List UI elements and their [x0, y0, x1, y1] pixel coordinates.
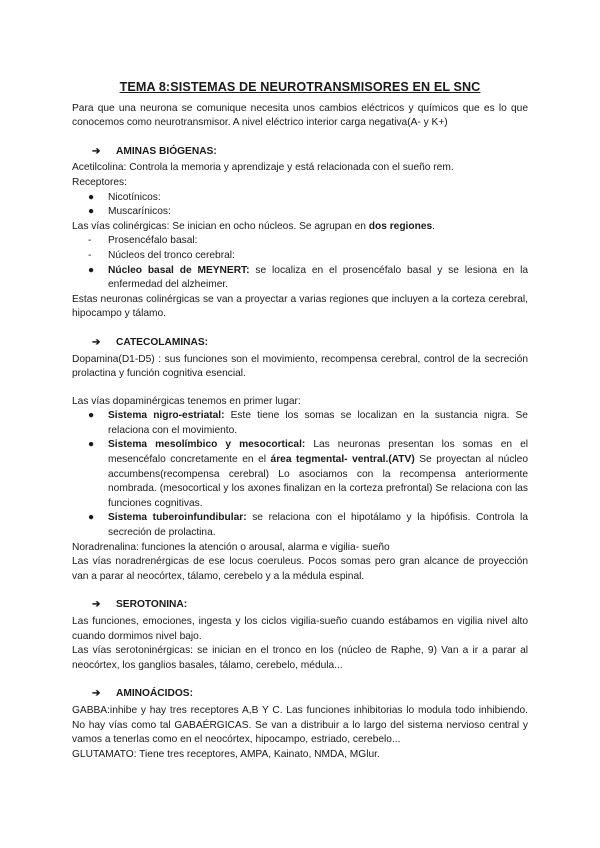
- bullet-icon: ●: [88, 191, 95, 203]
- serotonina-vias-text: Las vías serotoninérgicas: se inician en el tronco en los (núcleo de Raphe, 9) Van a ir a parar al neocórtex, los ganglios basales, tálamo, cerebelo, médula...: [72, 645, 528, 671]
- arrow-icon: ➔: [92, 599, 101, 611]
- list-item: ● Nicotínicos:: [72, 191, 528, 206]
- dopamine-systems-list: [72, 409, 528, 540]
- section-heading-catecolaminas: ➔ CATECOLAMINAS:: [72, 336, 528, 351]
- list-item: ● Núcleo basal de MEYNERT: se localiza en el prosencéfalo basal y se lesiona en la enfermedad del alzheimer.: [88, 264, 529, 291]
- gaba-text: GABBA:inhibe y hay tres receptores A,B Y C. Las funciones inhibitorias lo modula todo inhibiendo. No hay vías como tal GABAÉRGICAS. Se van a distribuir a lo largo del sistema nervioso central y vamos a tenerlas como en el neocórtex, hipocampo, estriado, cerebelo...: [72, 704, 528, 746]
- section-heading-aminas: ➔ AMINAS BIÓGENAS:: [72, 145, 528, 160]
- serotonina-funciones-text: Las funciones, emociones, ingesta y los ciclos vigilia-sueño cuando estábamos en vigilia nivel alto cuando dormimos nivel bajo.: [72, 616, 528, 642]
- arrow-icon: ➔: [92, 688, 101, 700]
- vias-colinergicas-text: Las vías colinérgicas: Se inician en ocho núcleos. Se agrupan en dos regiones.: [72, 220, 436, 232]
- regiones-list: [72, 234, 528, 292]
- bullet-icon: ●: [88, 410, 95, 422]
- list-item: ● Muscarínicos:: [72, 205, 528, 220]
- list-item: ● Sistema tuberoinfundibular: se relaciona con el hipotálamo y la hipófisis. Controla la secreción de prolactina.: [88, 512, 528, 539]
- bullet-icon: ●: [88, 206, 95, 218]
- noradrenalina-text: Noradrenalina: funciones la atención o arousal, alarma e vigilia- sueño: [72, 541, 390, 553]
- list-item: - Prosencéfalo basal:: [72, 234, 528, 249]
- list-item: - Núcleos del tronco cerebral:: [72, 249, 528, 264]
- proyeccion-text: Estas neuronas colinérgicas se van a proyectar a varias regiones que incluyen a la corteza cerebral, hipocampo y tálamo.: [72, 293, 528, 320]
- arrow-icon: ➔: [92, 145, 101, 157]
- dopamina-text: Dopamina(D1-D5) : sus funciones son el movimiento, recompensa cerebral, control de la secreción prolactina y función cognitiva esencial.: [72, 353, 528, 380]
- noradrenergicas-text: Las vías noradrenérgicas de ese locus coeruleus. Pocos somas pero gran alcance de proyección van a parar al neocórtex, tálamo, cerebelo y a la médula espinal.: [72, 556, 528, 582]
- receptores-list: [72, 191, 528, 220]
- document-page: [72, 80, 528, 762]
- section-heading-aminoacidos: ➔ AMINOÁCIDOS:: [72, 687, 528, 702]
- vias-dopaminergicas-intro: Las vías dopaminérgicas tenemos en primer lugar:: [72, 395, 301, 407]
- section-heading-serotonina: ➔ SEROTONINA:: [72, 598, 528, 613]
- dash-mark: -: [88, 235, 92, 247]
- document-title: TEMA 8:SISTEMAS DE NEUROTRANSMISORES EN EL SNC: [119, 80, 481, 94]
- intro-paragraph: Para que una neurona se comunique necesita unos cambios eléctricos y químicos que es lo que conocemos como neurotransmisor. A nivel eléctrico interior carga negativa(A- y K+): [72, 102, 528, 129]
- dash-mark: -: [88, 249, 92, 261]
- glutamato-text: GLUTAMATO: Tiene tres receptores, AMPA, Kainato, NMDA, MGlur.: [72, 748, 380, 760]
- list-item: ● Sistema nigro-estriatal: Este tiene los somas se localizan en la sustancia nigra. Se relaciona con el movimiento.: [88, 410, 528, 436]
- receptores-label: Receptores:: [72, 176, 127, 188]
- bullet-icon: ●: [88, 439, 95, 451]
- bullet-icon: ●: [88, 512, 95, 524]
- list-item: ● Sistema mesolímbico y mesocortical: Las neuronas presentan los somas en el mesencéfalo concretamente en el área tegmental- ventral.(ATV) Se proyectan al núcleo accumbens(recompensa cerebral) Lo asociamos con la recompensa anteriormente nombrada. (mesocortical y los axones finalizan en la corteza prefrontal) Se relaciona con las funciones cognitivas.: [88, 439, 529, 509]
- acetilcolina-text: Acetilcolina: Controla la memoria y aprendizaje y está relacionada con el sueño rem.: [72, 162, 454, 174]
- arrow-icon: ➔: [92, 336, 101, 348]
- bullet-icon: ●: [88, 264, 95, 276]
